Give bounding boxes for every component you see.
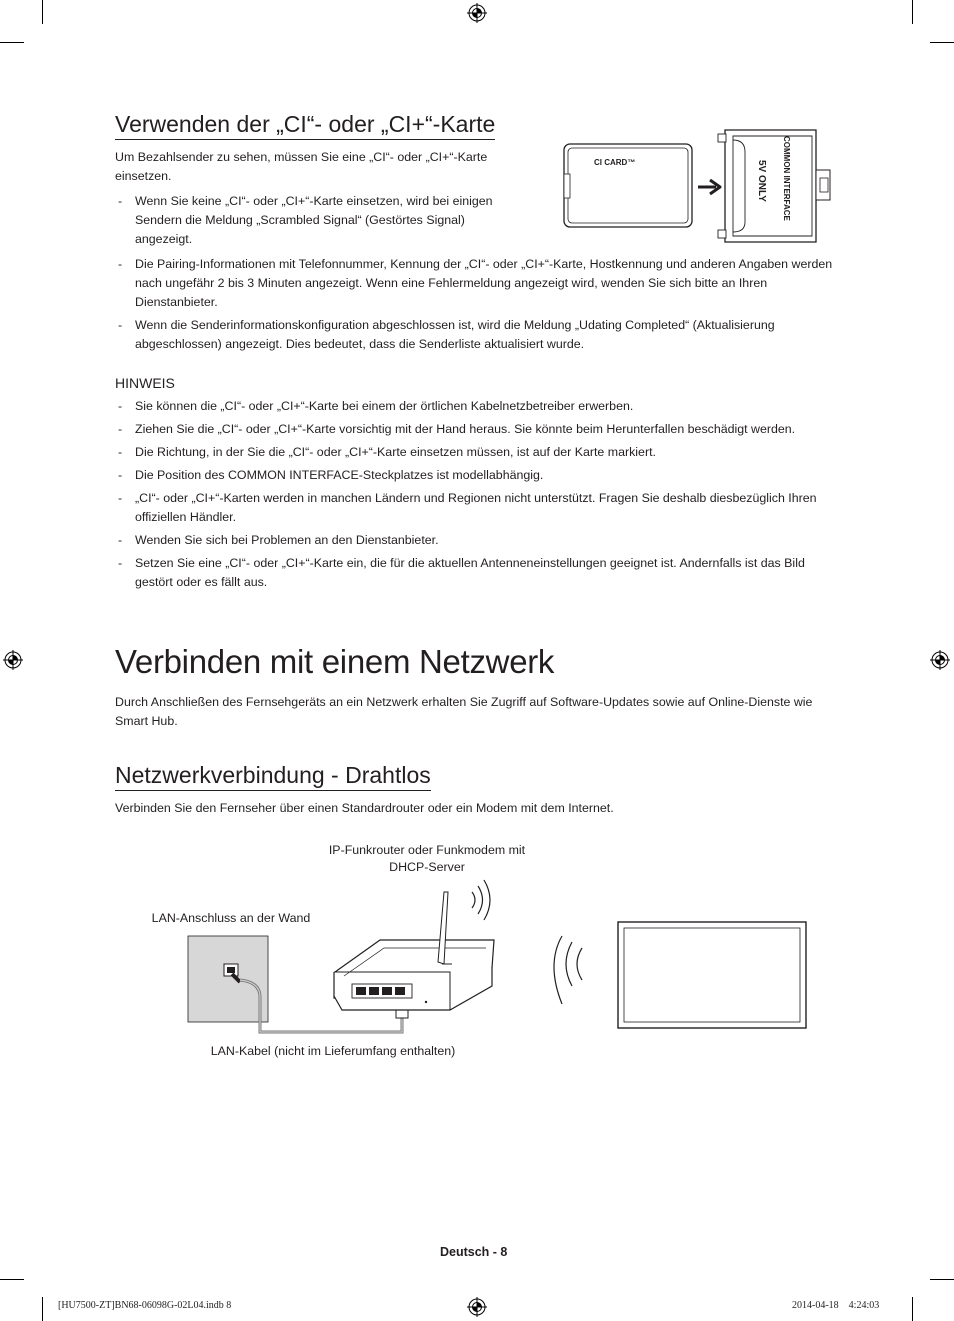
wall-port-label: LAN-Anschluss an der Wand xyxy=(151,911,311,925)
list-item: - Setzen Sie eine „CI“- oder „CI+“-Karte ein, die für die aktuellen Antenneneinstellungen geeignet ist. Andernfalls ist das Bild gestört oder es fällt aus. xyxy=(115,554,840,592)
wireless-intro: Verbinden Sie den Fernseher über einen Standardrouter oder ein Modem mit dem Internet. xyxy=(115,801,614,815)
list-item: - „CI“- oder „CI+“-Karten werden in manchen Ländern und Regionen nicht unterstützt. Fragen Sie deshalb diesbezüglich Ihren offiziellen Händler. xyxy=(115,489,840,527)
ci-bullet-list xyxy=(115,192,515,253)
network-intro: Durch Anschließen des Fernsehgeräts an ein Netzwerk erhalten Sie Zugriff auf Software-Updates sowie auf Online-Dienste wie Smart Hub. xyxy=(115,695,813,728)
ci-bullet-list xyxy=(115,255,835,358)
list-item: - Die Position des COMMON INTERFACE-Steckplatzes ist modellabhängig. xyxy=(115,466,840,485)
list-item: - Ziehen Sie die „CI“- oder „CI+“-Karte vorsichtig mit der Hand heraus. Sie könnte beim Herunterfallen beschädigt werden. xyxy=(115,420,840,439)
slot-label: COMMON INTERFACE xyxy=(782,136,791,221)
ci-card-label: CI CARD™ xyxy=(594,158,636,167)
ci-section-title: Verwenden der „CI“- oder „CI+“-Karte xyxy=(115,110,495,140)
list-item: - Wenden Sie sich bei Problemen an den Dienstanbieter. xyxy=(115,531,840,550)
registration-mark-icon xyxy=(930,650,950,670)
list-item: - Die Richtung, in der Sie die „CI“- oder „CI+“-Karte einsetzen müssen, ist auf der Karte markiert. xyxy=(115,443,840,462)
ci-card-illustration xyxy=(560,122,860,250)
ci-intro: Um Bezahlsender zu sehen, müssen Sie eine „CI“- oder „CI+“-Karte einsetzen. xyxy=(115,150,488,183)
file-slug: [HU7500-ZT]BN68-06098G-02L04.indb 8 xyxy=(58,1300,232,1311)
print-timestamp: 2014-04-18 4:24:03 xyxy=(792,1300,880,1311)
list-item: - Wenn Sie keine „CI“- oder „CI+“-Karte einsetzen, wird bei einigen Sendern die Meldung „Scrambled Signal“ (Gestörtes Signal) angezeigt. xyxy=(115,192,515,249)
voltage-label: 5V ONLY xyxy=(756,160,767,202)
page-number: Deutsch - 8 xyxy=(440,1245,508,1259)
note-list xyxy=(115,397,840,596)
wall-port-plate xyxy=(188,936,268,1022)
note-heading: HINWEIS xyxy=(115,375,175,391)
tv-icon xyxy=(618,922,806,1028)
list-item xyxy=(115,255,835,312)
list-item: - Wenn die Senderinformationskonfiguration abgeschlossen ist, wird die Meldung „Udating Completed“ (Aktualisierung abgeschlossen) angezeigt. Dies bedeutet, dass die Senderliste aktualisiert wurde. xyxy=(115,316,835,354)
registration-mark-icon xyxy=(467,3,487,23)
registration-mark-icon xyxy=(467,1297,487,1317)
wireless-section-title: Netzwerkverbindung - Drahtlos xyxy=(115,761,431,791)
wireless-signal-icon xyxy=(577,948,582,980)
list-item-text: Die Pairing-Informationen mit Telefonnummer, Kennung der „CI“- oder „CI+“-Karte, Hostkennung und anderen Angaben werden nach ungefähr 2 bis 3 Minuten angezeigt. Wenn eine Fehlermeldung angezeigt wird, wenden Sie sich bitte an Ihren Dienstanbieter. xyxy=(135,257,833,309)
router-label: IP-Funkrouter oder Funkmodem mit DHCP-Server xyxy=(328,843,526,874)
cable-label: LAN-Kabel (nicht im Lieferumfang enthalten) xyxy=(210,1044,456,1058)
wireless-signal-icon xyxy=(472,892,475,908)
network-diagram xyxy=(180,872,820,1042)
list-item: - Sie können die „CI“- oder „CI+“-Karte bei einem der örtlichen Kabelnetzbetreiber erwerben. xyxy=(115,397,840,416)
network-section-title: Verbinden mit einem Netzwerk xyxy=(115,643,555,680)
registration-mark-icon xyxy=(3,650,23,670)
